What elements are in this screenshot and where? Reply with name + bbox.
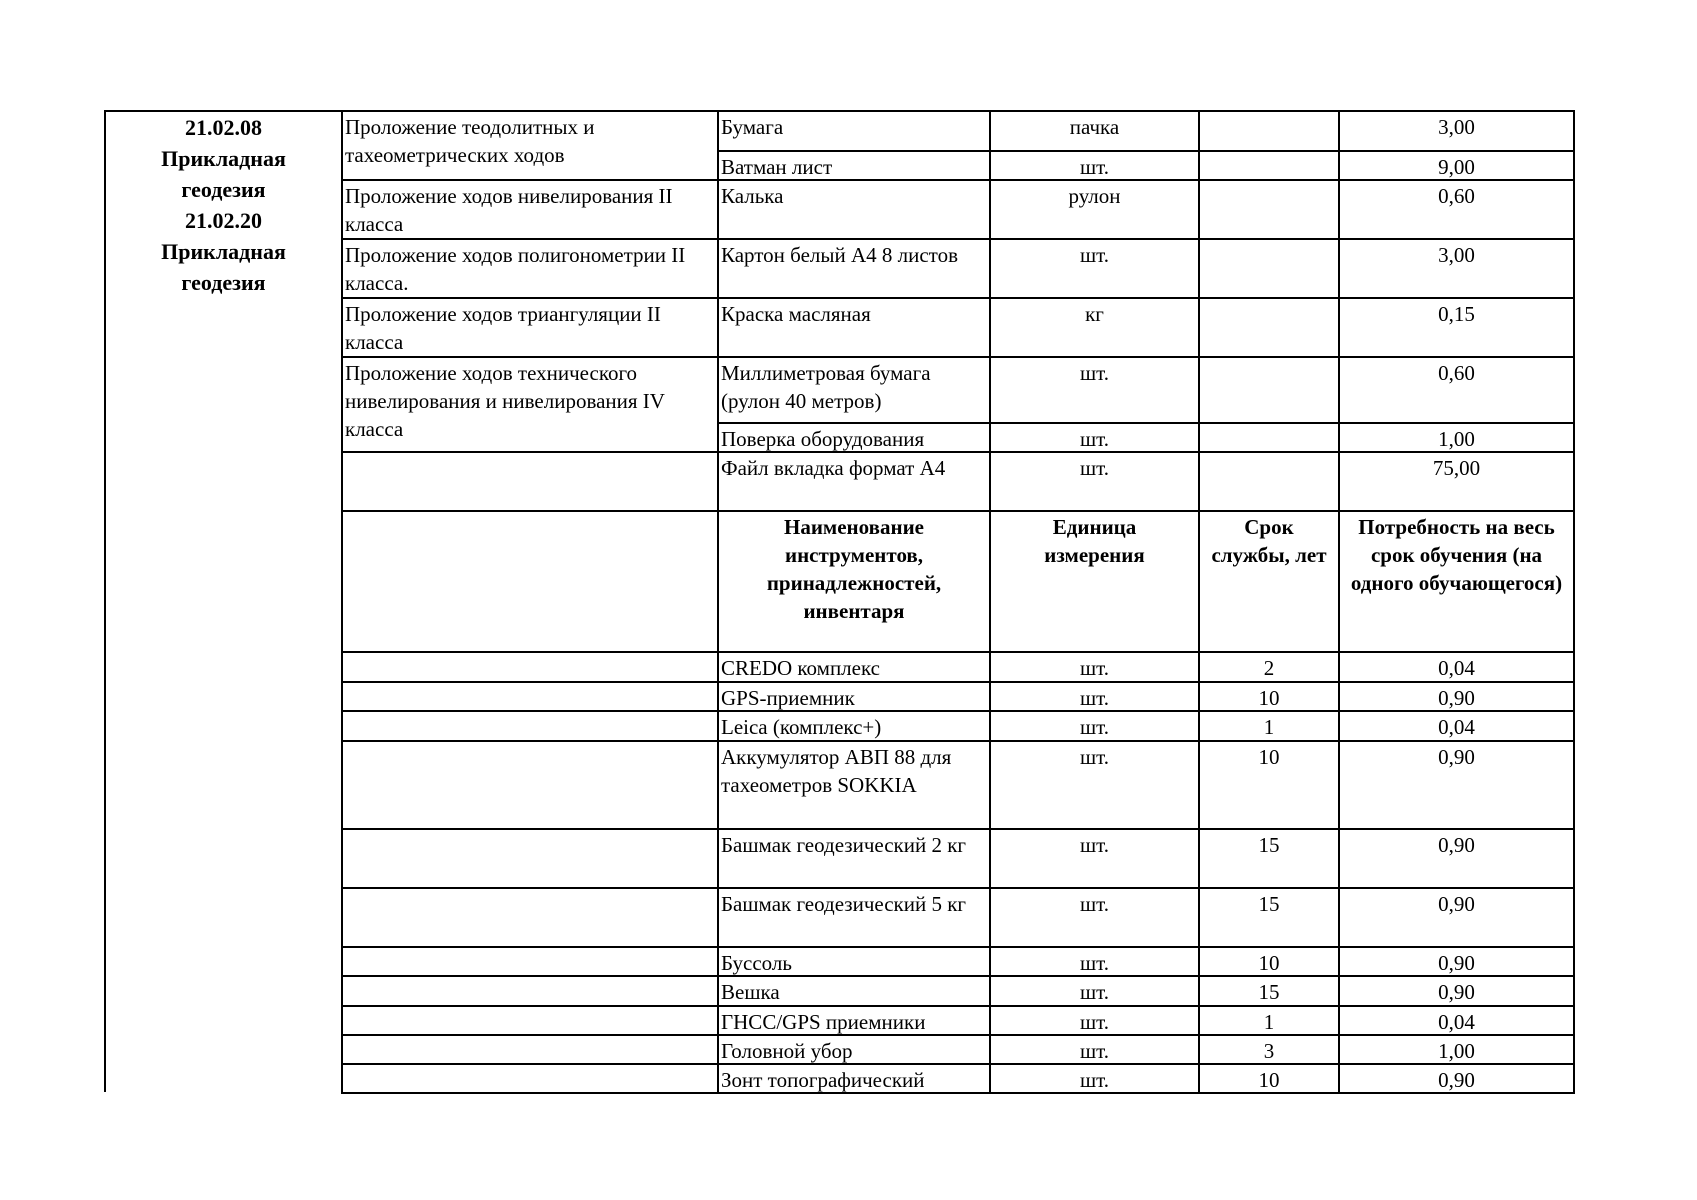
- tool-name: Башмак геодезический 5 кг: [721, 892, 967, 916]
- material-need: 9,00: [1438, 155, 1475, 179]
- row-divider-work: [341, 356, 717, 358]
- tools-header-unit: Единица измерения: [1044, 515, 1145, 567]
- tool-name: Буссоль: [721, 951, 792, 975]
- material-need: 1,00: [1438, 427, 1475, 451]
- material-need: 0,60: [1438, 361, 1475, 385]
- row-divider-work: [341, 651, 717, 653]
- tool-unit: шт.: [1079, 1039, 1110, 1063]
- tool-need: 0,90: [1438, 745, 1475, 769]
- row-divider: [717, 238, 1575, 240]
- tool-need: 0,90: [1438, 1068, 1475, 1092]
- tool-need: 0,04: [1438, 656, 1475, 680]
- work-item: Проложение ходов технического нивелирования и нивелирования IV класса: [345, 361, 665, 441]
- work-item: Проложение ходов нивелирования II класса: [345, 184, 673, 236]
- row-divider: [717, 651, 1575, 653]
- tool-term: 1: [1263, 715, 1275, 739]
- row-divider-work: [341, 975, 717, 977]
- row-divider-work: [341, 710, 717, 712]
- material-name: Ватман лист: [721, 155, 833, 179]
- row-divider-work: [341, 297, 717, 299]
- tool-name: Головной убор: [721, 1039, 853, 1063]
- row-divider-work: [341, 681, 717, 683]
- tool-unit: шт.: [1079, 715, 1110, 739]
- row-divider-work: [341, 1063, 717, 1065]
- tool-term: 15: [1258, 892, 1280, 916]
- tool-unit: шт.: [1079, 656, 1110, 680]
- tool-term: 3: [1263, 1039, 1275, 1063]
- tool-term: 10: [1258, 745, 1280, 769]
- tool-need: 0,90: [1438, 833, 1475, 857]
- row-divider-work: [341, 451, 717, 453]
- material-unit: кг: [1085, 302, 1104, 326]
- row-divider: [717, 356, 1575, 358]
- specialty-label: 21.02.08 Прикладная геодезия 21.02.20 Прикладная геодезия: [161, 115, 286, 295]
- material-unit: шт.: [1079, 155, 1110, 179]
- row-divider-work: [341, 1034, 717, 1036]
- material-name: Картон белый А4 8 листов: [721, 243, 958, 267]
- material-unit: шт.: [1079, 361, 1110, 385]
- tool-term: 10: [1258, 686, 1280, 710]
- material-need: 3,00: [1438, 115, 1475, 139]
- row-divider-work: [341, 1005, 717, 1007]
- row-divider: [717, 422, 1575, 424]
- tool-need: 0,04: [1438, 715, 1475, 739]
- row-divider-work: [341, 828, 717, 830]
- tool-name: ГНСС/GPS приемники: [721, 1010, 926, 1034]
- material-name: Калька: [721, 184, 784, 208]
- row-divider: [717, 510, 1575, 512]
- material-unit: шт.: [1079, 427, 1110, 451]
- material-name: Бумага: [721, 115, 784, 139]
- row-divider-work: [341, 179, 717, 181]
- row-divider-work: [341, 740, 717, 742]
- table-border-right: [1573, 110, 1575, 1092]
- tool-name: Башмак геодезический 2 кг: [721, 833, 967, 857]
- tool-need: 0,90: [1438, 892, 1475, 916]
- tools-header-term: Срок службы, лет: [1211, 515, 1327, 567]
- tool-unit: шт.: [1079, 892, 1110, 916]
- tool-need: 0,90: [1438, 980, 1475, 1004]
- work-item: Проложение ходов полигонометрии II класса.: [345, 243, 686, 295]
- tool-unit: шт.: [1079, 745, 1110, 769]
- tool-name: GPS-приемник: [721, 686, 855, 710]
- row-divider: [717, 887, 1575, 889]
- tool-name: CREDO комплекс: [721, 656, 880, 680]
- tool-term: 10: [1258, 1068, 1280, 1092]
- tool-unit: шт.: [1079, 833, 1110, 857]
- column-divider-term: [1198, 110, 1200, 1092]
- tool-term: 2: [1263, 656, 1275, 680]
- material-name: Поверка оборудования: [721, 427, 925, 451]
- column-divider-work: [341, 110, 343, 1092]
- tools-header-name: Наименование инструментов, принадлежностей, инвентаря: [766, 515, 942, 623]
- tool-term: 15: [1258, 980, 1280, 1004]
- row-divider: [717, 946, 1575, 948]
- material-name: Миллиметровая бумага (рулон 40 метров): [721, 361, 931, 413]
- row-divider: [717, 297, 1575, 299]
- tool-name: Вешка: [721, 980, 780, 1004]
- tool-unit: шт.: [1079, 1010, 1110, 1034]
- material-name: Краска масляная: [721, 302, 871, 326]
- material-need: 0,15: [1438, 302, 1475, 326]
- tool-name: Аккумулятор АВП 88 для тахеометров SOKKIA: [721, 745, 952, 797]
- tool-unit: шт.: [1079, 980, 1110, 1004]
- tool-name: Leica (комплекс+): [721, 715, 882, 739]
- tool-need: 0,90: [1438, 686, 1475, 710]
- tool-need: 1,00: [1438, 1039, 1475, 1063]
- material-need: 3,00: [1438, 243, 1475, 267]
- tool-name: Зонт топографический: [721, 1068, 925, 1092]
- tool-unit: шт.: [1079, 1068, 1110, 1092]
- tool-term: 15: [1258, 833, 1280, 857]
- material-need: 75,00: [1432, 456, 1481, 480]
- material-unit: рулон: [1068, 184, 1121, 208]
- work-item: Проложение теодолитных и тахеометрических ходов: [345, 115, 595, 167]
- row-divider: [717, 828, 1575, 830]
- material-unit: шт.: [1079, 243, 1110, 267]
- row-divider-work: [341, 946, 717, 948]
- tool-term: 10: [1258, 951, 1280, 975]
- material-unit: шт.: [1079, 456, 1110, 480]
- tools-header-need: Потребность на весь срок обучения (на одного обучающегося): [1350, 515, 1563, 595]
- tool-unit: шт.: [1079, 951, 1110, 975]
- work-item: Проложение ходов триангуляции II класса: [345, 302, 661, 354]
- row-divider-work: [341, 1092, 717, 1094]
- material-need: 0,60: [1438, 184, 1475, 208]
- row-divider: [717, 150, 1575, 152]
- row-divider-work: [341, 887, 717, 889]
- material-name: Файл вкладка формат А4: [721, 456, 946, 480]
- material-unit: пачка: [1069, 115, 1120, 139]
- row-divider-work: [341, 510, 717, 512]
- tool-term: 1: [1263, 1010, 1275, 1034]
- tool-unit: шт.: [1079, 686, 1110, 710]
- tool-need: 0,04: [1438, 1010, 1475, 1034]
- tool-need: 0,90: [1438, 951, 1475, 975]
- row-divider-work: [341, 238, 717, 240]
